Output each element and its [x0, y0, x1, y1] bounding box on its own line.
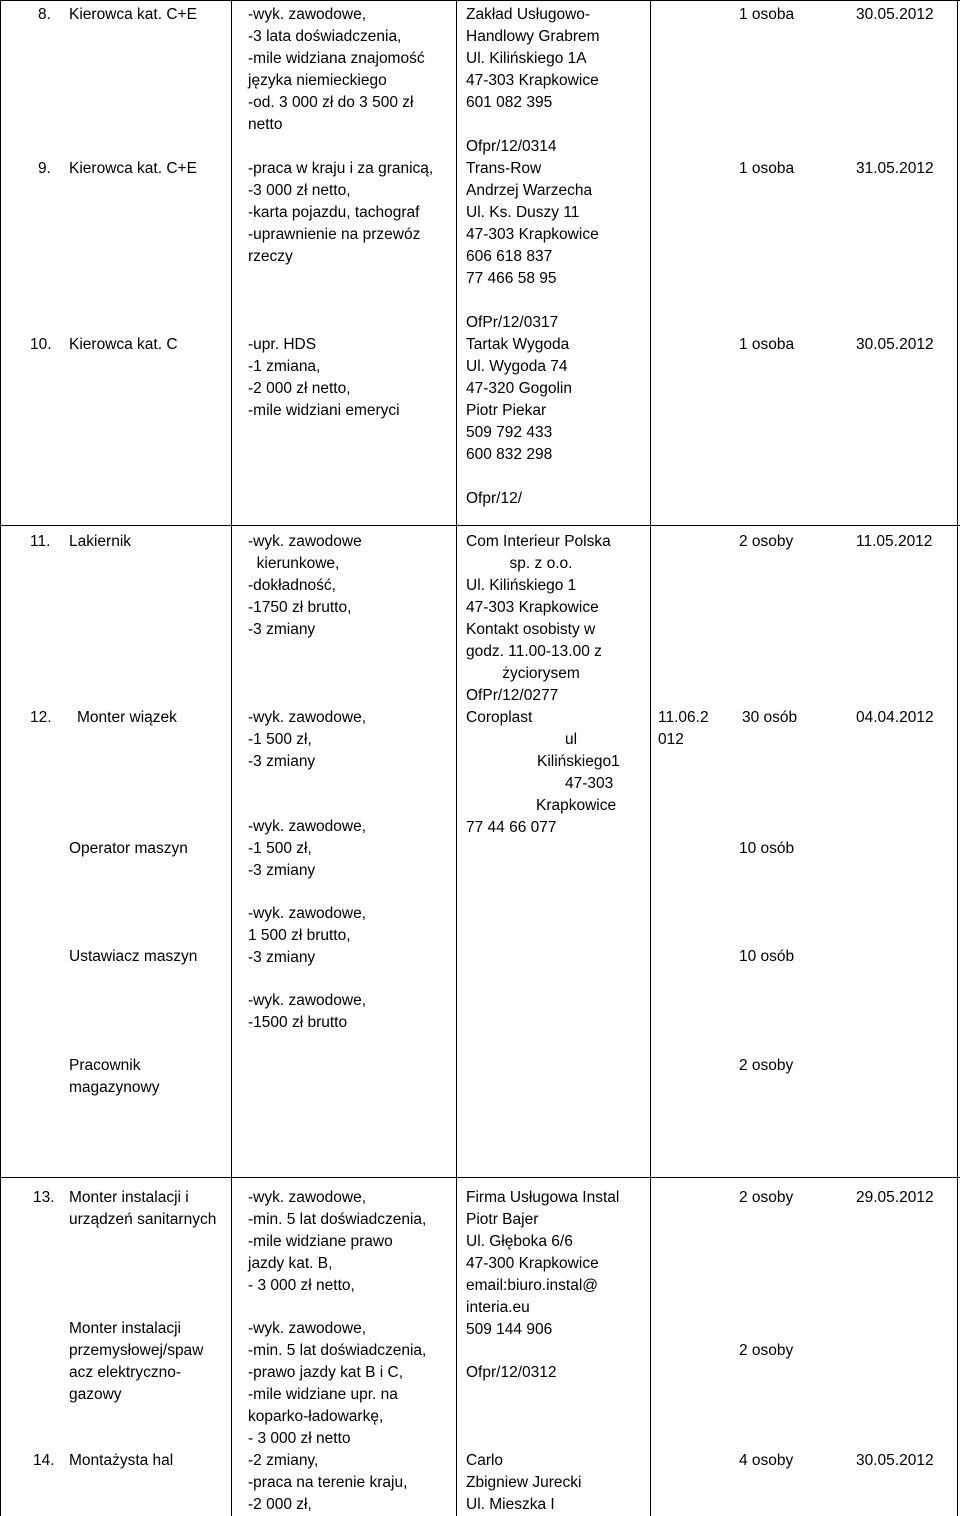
- employer-line: 601 082 395: [466, 94, 553, 111]
- requirement-line: -wyk. zawodowe,: [248, 1189, 367, 1206]
- job-title: Kierowca kat. C+E: [69, 160, 197, 177]
- requirement-line: -wyk. zawodowe,: [248, 709, 367, 726]
- col-divider: [231, 0, 232, 1516]
- employer-line: sp. z o.o.: [509, 555, 573, 572]
- employer-line: życiorysem: [502, 665, 580, 682]
- job-title: Monter wiązek: [77, 709, 177, 726]
- vacancy-count: 10 osób: [739, 840, 795, 857]
- requirement-line: -1500 zł brutto: [248, 1014, 348, 1031]
- requirement-line: -1 500 zł,: [248, 731, 312, 748]
- job-title: Lakiernik: [69, 533, 132, 550]
- requirement-line: -od. 3 000 zł do 3 500 zł: [248, 94, 414, 111]
- requirement-line: -wyk. zawodowe,: [248, 818, 367, 835]
- job-title: Montażysta hal: [69, 1452, 174, 1469]
- row-number: 12.: [30, 709, 52, 726]
- employer-line: Carlo: [466, 1452, 504, 1469]
- requirement-line: -mile widziana znajomość: [248, 50, 425, 67]
- table-border-right: [957, 0, 958, 1516]
- job-title: urządzeń sanitarnych: [69, 1211, 217, 1228]
- requirement-line: kierunkowe,: [256, 555, 340, 572]
- requirement-line: -3 zmiany: [248, 949, 316, 966]
- employer-line: 47-303 Krapkowice: [466, 226, 599, 243]
- employer-line: 47-300 Krapkowice: [466, 1255, 599, 1272]
- requirement-line: koparko-ładowarkę,: [248, 1408, 384, 1425]
- table-border-left: [0, 0, 1, 1516]
- employer-line: Firma Usługowa Instal: [466, 1189, 620, 1206]
- requirement-line: -2 000 zł,: [248, 1496, 312, 1513]
- requirement-line: -2 zmiany,: [248, 1452, 319, 1469]
- employer-line: Kilińskiego1: [537, 753, 620, 770]
- employer-line: Zakład Usługowo-: [466, 6, 591, 23]
- vacancy-count: 4 osoby: [739, 1452, 794, 1469]
- extra-date: 11.06.2: [658, 709, 709, 726]
- vacancy-count: 2 osoby: [739, 1189, 794, 1206]
- employer-line: 47-303 Krapkowice: [466, 599, 599, 616]
- vacancy-count: 2 osoby: [739, 1057, 794, 1074]
- vacancy-count: 1 osoba: [739, 160, 795, 177]
- requirement-line: -dokładność,: [248, 577, 336, 594]
- requirement-line: netto: [248, 116, 283, 133]
- requirement-line: -2 000 zł netto,: [248, 380, 351, 397]
- requirement-line: -3 000 zł netto,: [248, 182, 351, 199]
- job-title: acz elektryczno-: [69, 1364, 181, 1381]
- job-title: Kierowca kat. C: [69, 336, 178, 353]
- employer-line: Piotr Bajer: [466, 1211, 539, 1228]
- job-title: Ustawiacz maszyn: [69, 948, 198, 965]
- date: 30.05.2012: [856, 1452, 934, 1469]
- requirement-line: -wyk. zawodowe,: [248, 6, 367, 23]
- row-number: 9.: [38, 160, 51, 177]
- offer-code: Ofpr/12/0314: [466, 138, 557, 155]
- employer-line: Handlowy Grabrem: [466, 28, 600, 45]
- requirement-line: -3 zmiany: [248, 862, 316, 879]
- vacancy-count: 30 osób: [742, 709, 798, 726]
- requirement-line: -wyk. zawodowe,: [248, 992, 367, 1009]
- requirement-line: -prawo jazdy kat B i C,: [248, 1364, 404, 1381]
- job-title: Operator maszyn: [69, 840, 188, 857]
- employer-line: Ul. Wygoda 74: [466, 358, 568, 375]
- requirement-line: -wyk. zawodowe,: [248, 1320, 367, 1337]
- employer-line: Com Interieur Polska: [466, 533, 611, 550]
- employer-line: ul: [565, 731, 578, 748]
- job-title: Kierowca kat. C+E: [69, 6, 197, 23]
- employer-line: 509 792 433: [466, 424, 553, 441]
- date: 29.05.2012: [856, 1189, 934, 1206]
- requirement-line: -1 500 zł,: [248, 840, 312, 857]
- date: 30.05.2012: [856, 6, 934, 23]
- row-divider: [0, 1177, 960, 1178]
- employer-line: 77 466 58 95: [466, 270, 557, 287]
- offer-code: OfPr/12/0277: [466, 687, 559, 704]
- extra-date: 012: [658, 731, 684, 748]
- employer-line: Ul. Kilińskiego 1: [466, 577, 577, 594]
- requirement-line: -uprawnienie na przewóz: [248, 226, 421, 243]
- offer-code: Ofpr/12/0312: [466, 1364, 557, 1381]
- vacancy-count: 2 osoby: [739, 1342, 794, 1359]
- requirement-line: -praca na terenie kraju,: [248, 1474, 408, 1491]
- row-number: 8.: [38, 6, 51, 23]
- requirement-line: -mile widziani emeryci: [248, 402, 400, 419]
- offer-code: Ofpr/12/: [466, 490, 522, 507]
- employer-line: Piotr Piekar: [466, 402, 547, 419]
- job-title: Monter instalacji: [69, 1320, 181, 1337]
- row-number: 14.: [33, 1452, 55, 1469]
- employer-line: 509 144 906: [466, 1321, 553, 1338]
- requirement-line: -1 zmiana,: [248, 358, 321, 375]
- col-divider: [456, 0, 457, 1516]
- requirement-line: -3 lata doświadczenia,: [248, 28, 402, 45]
- requirement-line: -3 zmiany: [248, 621, 316, 638]
- requirement-line: - 3 000 zł netto,: [248, 1277, 355, 1294]
- date: 30.05.2012: [856, 336, 934, 353]
- employer-line: Ul. Kilińskiego 1A: [466, 50, 587, 67]
- requirement-line: -3 zmiany: [248, 753, 316, 770]
- requirement-line: -min. 5 lat doświadczenia,: [248, 1342, 427, 1359]
- employer-line: email:biuro.instal@: [466, 1277, 599, 1294]
- requirement-line: -wyk. zawodowe,: [248, 905, 367, 922]
- vacancy-count: 1 osoba: [739, 336, 795, 353]
- employer-line: Kontakt osobisty w: [466, 621, 596, 638]
- vacancy-count: 2 osoby: [739, 533, 794, 550]
- employer-line: Tartak Wygoda: [466, 336, 570, 353]
- date: 04.04.2012: [856, 709, 934, 726]
- row-number: 11.: [30, 533, 51, 550]
- employer-line: Ul. Głęboka 6/6: [466, 1233, 573, 1250]
- col-divider: [650, 0, 651, 1516]
- requirement-line: -praca w kraju i za granicą,: [248, 160, 434, 177]
- job-title: Pracownik: [69, 1057, 141, 1074]
- employer-line: Ul. Mieszka I: [466, 1496, 555, 1513]
- requirement-line: -mile widziane prawo: [248, 1233, 393, 1250]
- employer-line: 47-303 Krapkowice: [466, 72, 599, 89]
- employer-line: Krapkowice: [536, 797, 617, 814]
- offer-code: OfPr/12/0317: [466, 314, 559, 331]
- job-title: przemysłowej/spaw: [69, 1342, 204, 1359]
- employer-line: godz. 11.00-13.00 z: [466, 643, 602, 660]
- row-divider: [0, 525, 960, 526]
- job-title: gazowy: [69, 1386, 122, 1403]
- vacancy-count: 10 osób: [739, 948, 795, 965]
- employer-line: 606 618 837: [466, 248, 553, 265]
- requirement-line: -min. 5 lat doświadczenia,: [248, 1211, 427, 1228]
- table-border-top: [0, 0, 960, 1]
- date: 31.05.2012: [856, 160, 934, 177]
- date: 11.05.2012: [856, 533, 933, 550]
- employer-line: Trans-Row: [466, 160, 542, 177]
- row-number: 13.: [33, 1189, 55, 1206]
- requirement-line: - 3 000 zł netto: [248, 1430, 351, 1447]
- requirement-line: języka niemieckiego: [248, 72, 387, 89]
- requirement-line: -1750 zł brutto,: [248, 599, 352, 616]
- requirement-line: -karta pojazdu, tachograf: [248, 204, 420, 221]
- employer-line: Andrzej Warzecha: [466, 182, 593, 199]
- requirement-line: 1 500 zł brutto,: [248, 927, 351, 944]
- employer-line: Zbigniew Jurecki: [466, 1474, 582, 1491]
- vacancy-count: 1 osoba: [739, 6, 795, 23]
- employer-line: 47-320 Gogolin: [466, 380, 572, 397]
- requirement-line: -wyk. zawodowe: [248, 533, 362, 550]
- employer-line: Ul. Ks. Duszy 11: [466, 204, 580, 221]
- employer-line: 600 832 298: [466, 446, 553, 463]
- employer-line: interia.eu: [466, 1299, 530, 1316]
- requirement-line: rzeczy: [248, 248, 293, 265]
- employer-line: Coroplast: [466, 709, 533, 726]
- job-title: Monter instalacji i: [69, 1189, 189, 1206]
- requirement-line: -upr. HDS: [248, 336, 317, 353]
- employer-line: 77 44 66 077: [466, 819, 557, 836]
- employer-line: 47-303: [565, 775, 614, 792]
- requirement-line: -mile widziane upr. na: [248, 1386, 398, 1403]
- job-title: magazynowy: [69, 1079, 160, 1096]
- row-number: 10.: [30, 336, 52, 353]
- requirement-line: jazdy kat. B,: [248, 1255, 333, 1272]
